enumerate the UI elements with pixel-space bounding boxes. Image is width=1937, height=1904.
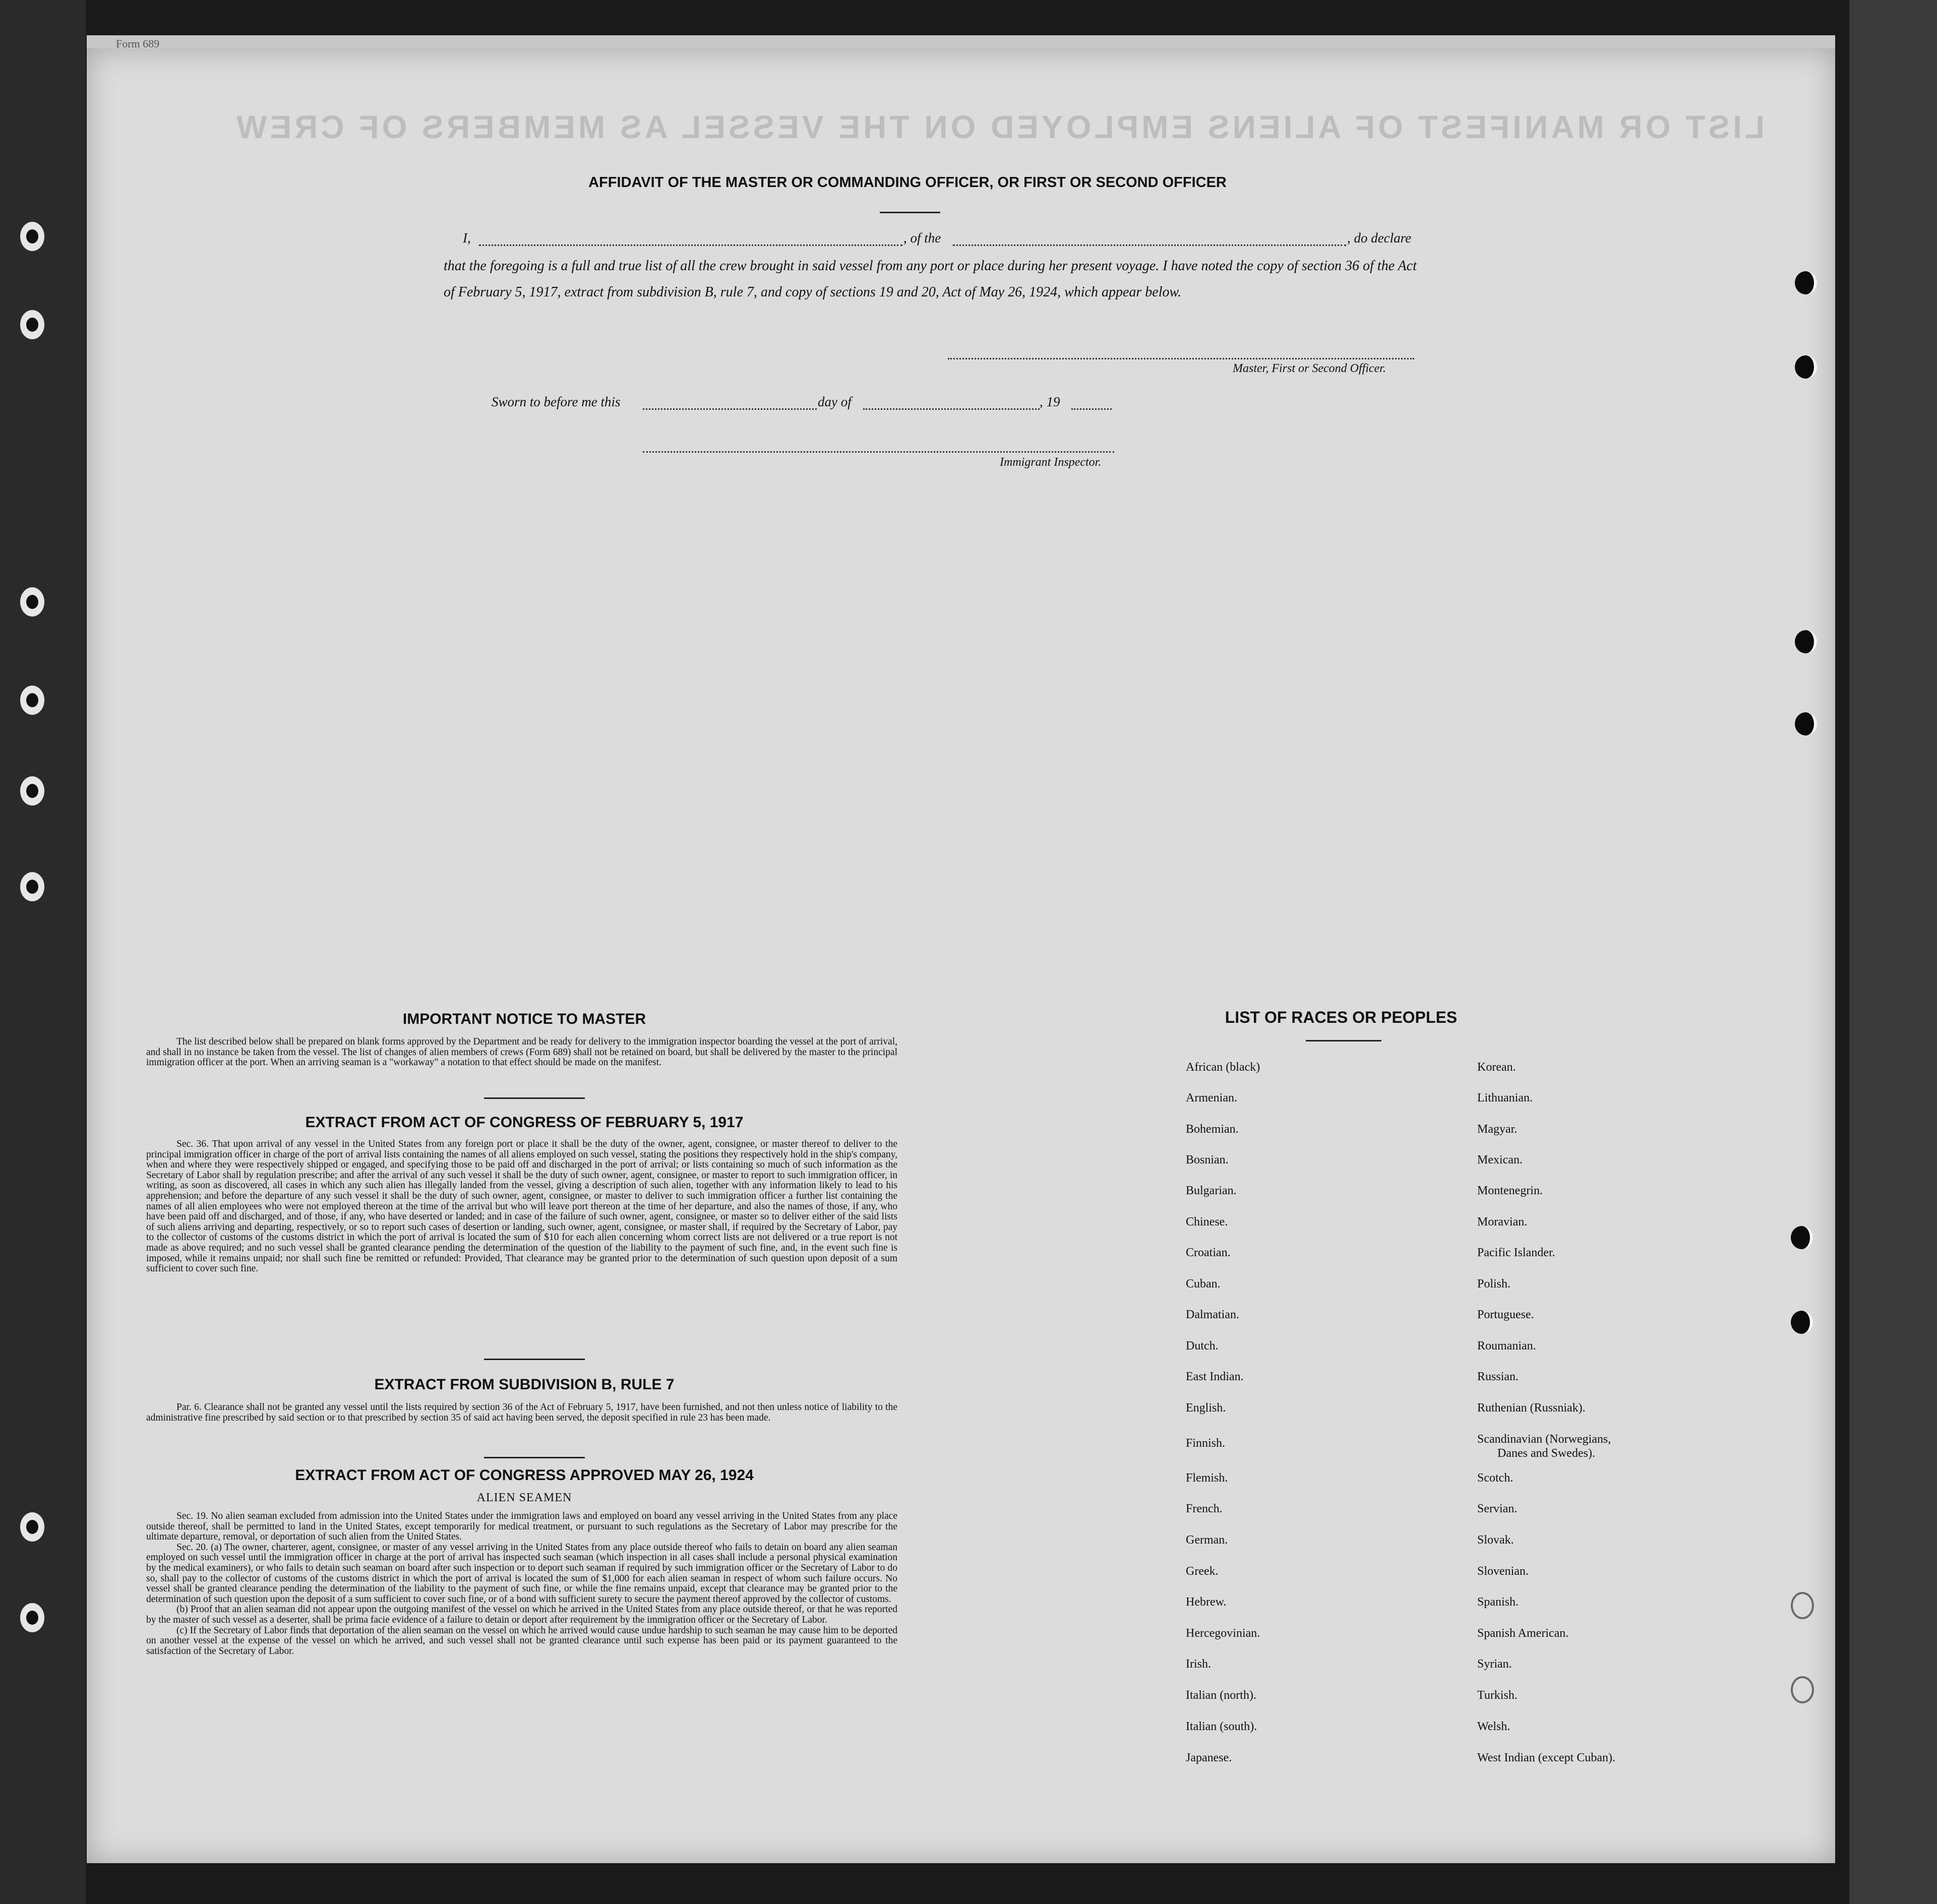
section-divider bbox=[484, 1457, 585, 1458]
race-item: East Indian. bbox=[1186, 1370, 1244, 1383]
races-underline bbox=[1306, 1040, 1381, 1041]
race-item: Ruthenian (Russniak). bbox=[1477, 1401, 1586, 1415]
race-item: African (black) bbox=[1186, 1061, 1260, 1074]
race-item: Finnish. bbox=[1186, 1437, 1226, 1450]
race-item: Spanish American. bbox=[1477, 1627, 1569, 1640]
binder-hole bbox=[20, 1512, 44, 1542]
race-item: Montenegrin. bbox=[1477, 1184, 1543, 1197]
extract-rule7-text: Par. 6. Clearance shall not be granted any vessel until the lists required by section 36 of the Act of February 5, 1917, have been furnished, and not then unless notice of liability to the administrative fine prescribed by said section or to that prescribed by section 35 of said act having been served, the deposit specified in rule 23 has been made. bbox=[146, 1402, 897, 1423]
punch-hole bbox=[1791, 1676, 1814, 1703]
affidavit-of-the: , of the bbox=[903, 230, 941, 245]
alien-seamen-subtitle: ALIEN SEAMEN bbox=[476, 1491, 572, 1504]
binder-hole bbox=[20, 310, 44, 339]
punch-hole bbox=[1791, 1311, 1813, 1334]
extract-rule7-title: EXTRACT FROM SUBDIVISION B, RULE 7 bbox=[374, 1376, 675, 1393]
inspector-signature-line[interactable] bbox=[643, 451, 1114, 453]
scanner-right-margin bbox=[1849, 0, 1937, 1904]
sec-20c: (c) If the Secretary of Labor finds that deportation of the alien seaman on the vessel on which he arrived would cause undue hardship to such seaman he may cause him to be deported on another vessel at the expense of the vessel on which he arrived, and such vessel shall not be granted clearance until such expense has been paid or its payment guaranteed to the satisfaction of the Secretary of Labor. bbox=[146, 1625, 897, 1656]
race-item: Slovak. bbox=[1477, 1533, 1514, 1547]
race-item: Scotch. bbox=[1477, 1471, 1514, 1485]
master-signature-label: Master, First or Second Officer. bbox=[1233, 362, 1386, 375]
race-item: Chinese. bbox=[1186, 1215, 1228, 1229]
year-prefix: , 19 bbox=[1040, 394, 1060, 409]
race-item: Italian (south). bbox=[1186, 1720, 1257, 1733]
race-item: Bulgarian. bbox=[1186, 1184, 1237, 1197]
sworn-day-blank[interactable] bbox=[643, 408, 817, 410]
race-item: German. bbox=[1186, 1533, 1228, 1547]
binder-hole bbox=[20, 872, 44, 901]
race-item: Welsh. bbox=[1477, 1720, 1510, 1733]
sec-19: Sec. 19. No alien seaman excluded from admission into the United States under the immigration laws and employed on board any vessel arriving in the United States from any place outside thereof, shall be permitted to land in the United States, except temporarily for medical treatment, or pursuant to such regulations as the Secretary of Labor may prescribe for the ultimate departure, removal, or deportation of such alien from the United States. bbox=[146, 1511, 897, 1543]
race-item: Roumanian. bbox=[1477, 1339, 1536, 1353]
punch-hole bbox=[1795, 712, 1817, 735]
affidavit-title: AFFIDAVIT OF THE MASTER OR COMMANDING OFFICER, OR FIRST OR SECOND OFFICER bbox=[588, 174, 1227, 191]
race-item: Armenian. bbox=[1186, 1091, 1237, 1104]
bleed-through-title: LIST OR MANIFEST OF ALIENS EMPLOYED ON THE VESSEL AS MEMBERS OF CREW bbox=[233, 109, 1765, 145]
sworn-month-blank[interactable] bbox=[863, 408, 1040, 410]
punch-hole bbox=[1795, 271, 1817, 294]
extract-1924-text bbox=[146, 1511, 897, 1656]
punch-hole bbox=[1795, 355, 1817, 379]
binder-hole bbox=[20, 686, 44, 715]
race-item: Scandinavian (Norwegians, bbox=[1477, 1433, 1611, 1446]
race-item: Greek. bbox=[1186, 1565, 1219, 1578]
race-item: Hebrew. bbox=[1186, 1595, 1227, 1609]
form-number: Form 689 bbox=[116, 37, 160, 50]
binder-hole bbox=[20, 222, 44, 251]
sec-20b: (b) Proof that an alien seaman did not appear upon the outgoing manifest of the vessel on which he arrived in the United States from any place outside thereof, or that he was reported by the master of such vessel as a deserter, shall be prima facie evidence of a failure to detain or deport after requirement by the immigration officer or the Secretary of Labor. bbox=[146, 1604, 897, 1625]
race-item: Turkish. bbox=[1477, 1689, 1518, 1702]
race-item: Hercegovinian. bbox=[1186, 1627, 1260, 1640]
race-item: Polish. bbox=[1477, 1277, 1511, 1291]
race-item: Flemish. bbox=[1186, 1471, 1228, 1485]
punch-hole bbox=[1791, 1592, 1814, 1619]
section-divider bbox=[484, 1359, 585, 1360]
title-underline bbox=[880, 212, 940, 213]
race-item: Pacific Islander. bbox=[1477, 1246, 1555, 1259]
day-of-text: day of bbox=[818, 394, 852, 409]
race-item: Bosnian. bbox=[1186, 1153, 1229, 1166]
sworn-year-blank[interactable] bbox=[1071, 408, 1112, 410]
affidavit-declare: , do declare bbox=[1347, 230, 1412, 245]
race-item: Italian (north). bbox=[1186, 1689, 1256, 1702]
race-item: Korean. bbox=[1477, 1061, 1516, 1074]
notice-text: The list described below shall be prepared on blank forms approved by the Department and be ready for delivery to the immigration inspector boarding the vessel at the port of arrival, and shall in no instance be taken from the vessel. The list of changes of alien members of crews (Form 689) shall not be retained on board, but shall be delivered by the master to the principal immigration officer at the port. When an arriving seaman is a "workaway" a notation to that effect should be made on the manifest. bbox=[146, 1036, 897, 1068]
race-item: Portuguese. bbox=[1477, 1308, 1534, 1321]
race-item: Dalmatian. bbox=[1186, 1308, 1239, 1321]
race-item: Danes and Swedes). bbox=[1497, 1447, 1595, 1460]
master-signature-line[interactable] bbox=[948, 358, 1414, 359]
sec-20a: Sec. 20. (a) The owner, charterer, agent, consignee, or master of any vessel arriving in the United States from any place outside thereof who fails to detain on board any alien seaman employed on such vessel until the immigration officer in charge at the port of arrival has inspected such seaman (which inspection in all cases shall include a personal physical examination by the medical examiners), or who fails to detain such seaman on board after such inspection or to deport such seaman if required by such immigration officer or the Secretary of Labor to do so, shall pay to the collector of customs of the customs district in which the port of arrival is located the sum of $1,000 for each alien seaman in respect of whom such failure occurs. No vessel shall be granted clearance pending the determination of the liability to the payment of such fine, or while the fine remains unpaid, except that clearance may be granted prior to the determination of such question upon the deposit of a sum sufficient to cover such fine, or of a bond with sufficient surety to secure the payment thereof approved by the collector of customs. bbox=[146, 1542, 897, 1605]
inspector-label: Immigrant Inspector. bbox=[1000, 456, 1102, 469]
punch-hole bbox=[1791, 1226, 1813, 1249]
races-title: LIST OF RACES OR PEOPLES bbox=[1225, 1008, 1458, 1026]
race-item: English. bbox=[1186, 1401, 1226, 1415]
race-item: West Indian (except Cuban). bbox=[1477, 1751, 1615, 1764]
race-item: Magyar. bbox=[1477, 1123, 1518, 1136]
binder-hole bbox=[20, 587, 44, 617]
binder-hole bbox=[20, 1603, 44, 1632]
race-item: Bohemian. bbox=[1186, 1123, 1239, 1136]
section-divider bbox=[484, 1097, 585, 1099]
extract-1917-text: Sec. 36. That upon arrival of any vessel in the United States from any foreign port or place it shall be the duty of the owner, agent, consignee, or master thereof to deliver to the principal immigration officer in charge of the port of arrival lists containing the names of all aliens employed on such vessel, stating the positions they respectively hold in the ship's company, when and where they were respectively shipped or engaged, and specifying those to be paid off and discharged in the port of arrival; or lists containing so much of such information as the Secretary of Labor shall by regulation prescribe; and after the arrival of any such vessel it shall be the duty of such owner, agent, consignee, or master to report to such immigration officer, in writing, as soon as discovered, all cases in which any such alien has illegally landed from the vessel, giving a description of such alien, together with any information likely to lead to his apprehension; and before the departure of any such vessel it shall be the duty of such owner, agent, consignee, or master to deliver to such immigration officer a further list containing the names of all alien employees who were not employed thereon at the time of the arrival but who will leave port thereon at the time of her departure, and also the names of those, if any, who have been paid off and discharged, and of those, if any, who have deserted or landed; and in case of the failure of such owner, agent, consignee, or master so to deliver either of the said lists of such aliens arriving and departing, respectively, or so to report such cases of desertion or landing, such owner, agent, consignee, or master shall, if required by the Secretary of Labor, pay to the collector of customs of the customs district in which the port of arrival is located the sum of $10 for each alien concerning whom correct lists are not delivered or a true report is not made as above required; and no such vessel shall be granted clearance pending the determination of the question of the liability to the payment of such fine, and, in the event such fine is imposed, while it remains unpaid; nor shall such fine be remitted or refunded: Provided, That clearance may be granted prior to the determination of such question upon deposit of a sum sufficient to cover such fine. bbox=[146, 1139, 897, 1274]
race-item: Dutch. bbox=[1186, 1339, 1219, 1353]
binder-hole bbox=[20, 776, 44, 806]
race-item: Syrian. bbox=[1477, 1657, 1512, 1671]
vessel-blank[interactable] bbox=[953, 244, 1346, 246]
notice-title: IMPORTANT NOTICE TO MASTER bbox=[402, 1011, 646, 1027]
race-item: Servian. bbox=[1477, 1502, 1518, 1515]
race-item: Cuban. bbox=[1186, 1277, 1221, 1291]
race-item: Lithuanian. bbox=[1477, 1091, 1533, 1104]
race-item: Irish. bbox=[1186, 1657, 1211, 1671]
race-item: Croatian. bbox=[1186, 1246, 1231, 1259]
race-item: Slovenian. bbox=[1477, 1565, 1529, 1578]
race-item: Mexican. bbox=[1477, 1153, 1523, 1166]
extract-1917-title: EXTRACT FROM ACT OF CONGRESS OF FEBRUARY 5, 1917 bbox=[305, 1114, 744, 1131]
race-item: Spanish. bbox=[1477, 1595, 1519, 1609]
affidavit-statement: that the foregoing is a full and true list of all the crew brought in said vessel from any port or place during her present voyage. I have noted the copy of section 36 of the Act of February 5, 1917, extract from subdivision B, rule 7, and copy of sections 19 and 20, Act of May 26, 1924, which appear below. bbox=[444, 258, 1417, 300]
race-item: Japanese. bbox=[1186, 1751, 1232, 1764]
extract-1924-title: EXTRACT FROM ACT OF CONGRESS APPROVED MAY 26, 1924 bbox=[295, 1467, 754, 1484]
name-blank[interactable] bbox=[479, 244, 902, 246]
affidavit-i: I, bbox=[463, 230, 471, 245]
race-item: Moravian. bbox=[1477, 1215, 1528, 1229]
race-item: Russian. bbox=[1477, 1370, 1519, 1383]
race-item: French. bbox=[1186, 1502, 1223, 1515]
punch-hole bbox=[1795, 630, 1817, 653]
sworn-text: Sworn to before me this bbox=[492, 394, 621, 409]
